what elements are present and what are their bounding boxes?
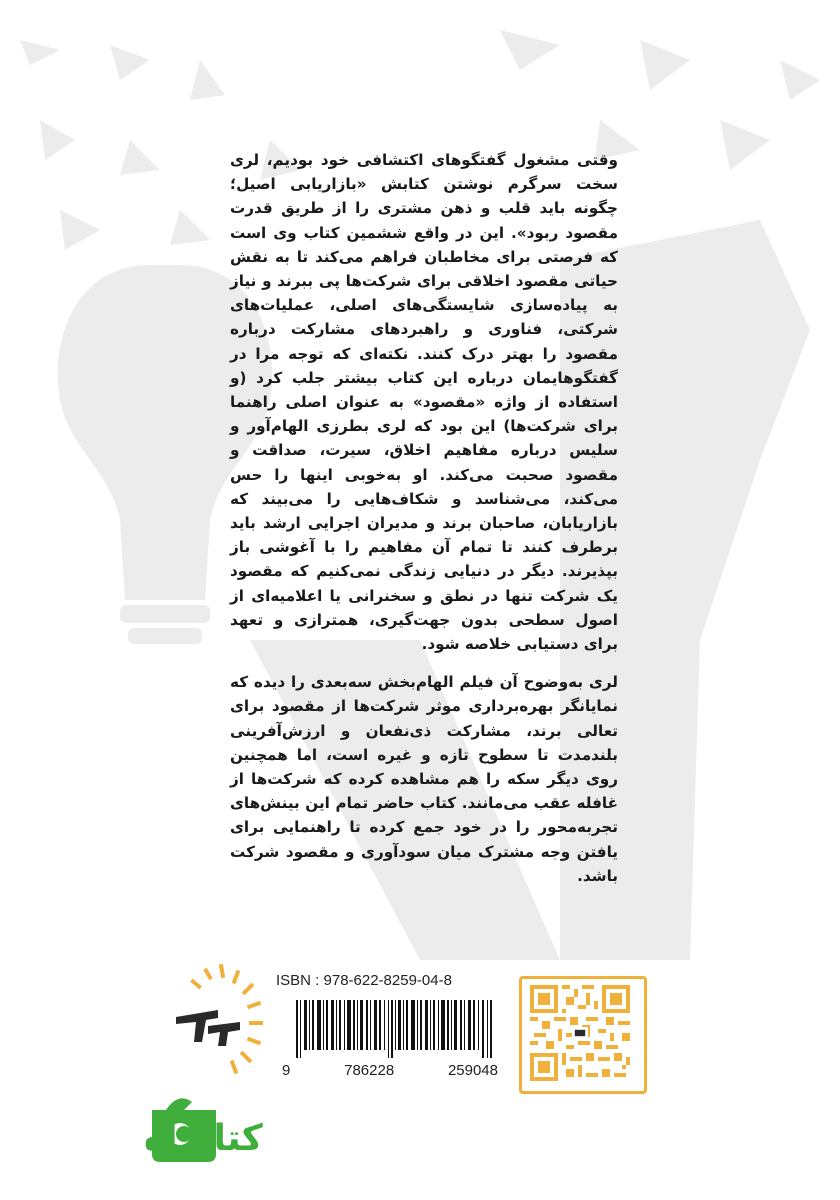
body-paragraph: وقتی مشغول گفتگوهای اکتشافی خود بودیم، لری سخت سرگرم نوشتن کتابش «بازاریابی اصیل؛ چگونه باید قلب و ذهن مشتری را از طریق قدرت مقصود ربود». این در واقع ششمین کتاب وی است که فرصتی برای مخاطبان فراهم می‌کند تا به نقش حیاتی مقصود اخلاقی برای شرکت‌ها پی ببرند و نیاز به پیاده‌سازی شایستگی‌های اصلی، عملیات‌های شرکتی، فناوری و راهبردهای مشارکت درباره مقصود را بهتر درک کنند. نکته‌ای که توجه مرا در گفتگوهایمان درباره این کتاب بیشتر جلب کرد (و استفاده از واژه «مقصود» به عنوان اصلی راهنما برای شرکت‌ها) این بود که لری بطرزی الهام‌آور و سلیس درباره مفاهیم اخلاق، سیرت، صداقت و مقصود صحبت می‌کند. او به‌خوبی اینها را حس می‌کند، می‌شناسد و شکاف‌هایی را می‌بیند که بازاریابان، صاحبان برند و مدیران اجرایی ارشد باید برطرف کنند تا تمام آن مفاهیم را با آغوشی باز بپذیرند. دیگر در دنیایی زندگی نمی‌کنیم که مقصود یک شرکت تنها در نطق و سخنرانی یا اعلامیه‌ای از اصول سطحی بدون جهت‌گیری، همترازی و تعهد برای دستیابی خلاصه شود.	[230, 151, 618, 654]
back-cover-text	[230, 148, 618, 888]
ketabrah-logo[interactable]	[40, 1088, 263, 1168]
barcode	[296, 1000, 492, 1058]
barcode-digit-prefix: 9	[282, 1062, 291, 1079]
publisher-logo	[168, 962, 268, 1082]
ketabrah-wordmark: کتابراه	[144, 1118, 263, 1159]
barcode-digit-group: 786228	[344, 1062, 395, 1079]
qr-code[interactable]	[519, 976, 647, 1094]
body-paragraph: لری به‌وضوح آن فیلم الهام‌بخش سه‌بعدی را دیده که نمایانگر بهره‌برداری موثر شرکت‌ها از مقصود برای تعالی برند، مشارکت ذی‌نفعان و ارزش‌آفرینی بلندمدت تا سطوح تازه و غیره است، اما همچنین روی دیگر سکه را هم مشاهده کرده که شرکت‌ها از غافله عقب می‌مانند. کتاب حاضر تمام این بینش‌های تجربه‌محور را در خود جمع کرده تا راهنمایی برای یافتن وجه مشترک میان سودآوری و مقصود شرکت باشد.	[230, 673, 618, 885]
barcode-digit-group: 259048	[447, 1062, 498, 1079]
qr-code-pattern	[530, 985, 630, 1081]
isbn-label: ISBN : 978-622-8259-04-8	[276, 972, 452, 989]
barcode-digits	[282, 1062, 498, 1079]
